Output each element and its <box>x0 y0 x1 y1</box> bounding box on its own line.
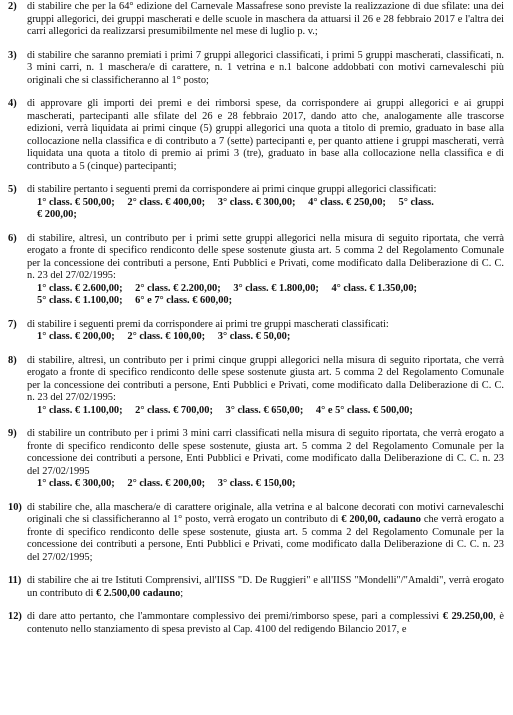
item-text-part: di stabilire che, alla maschera/e di carattere originale, alla vetrina e al balcone decorati con motivi carnevaleschi originali che si classificheranno al 1° posto, verrà erogato un contributo di <box>27 501 504 525</box>
list-item-2 <box>8 1 504 39</box>
prize-value: 4° e 5° class. € 500,00; <box>315 404 413 416</box>
prize-list <box>27 283 504 296</box>
prize-value: 5° class. <box>398 196 434 208</box>
item-paragraph <box>27 575 504 600</box>
prize-value: € 200,00; <box>37 209 77 220</box>
item-text-part: di dare atto pertanto, che l'ammontare complessivo dei premi/rimborso spese, pari a complessivi <box>27 611 440 622</box>
item-paragraph <box>27 611 504 636</box>
list-item-5 <box>8 184 504 222</box>
prize-value: 2° class. € 400,00; <box>127 196 206 208</box>
item-number: 12) <box>8 611 22 622</box>
item-paragraph <box>27 502 504 565</box>
item-text <box>27 233 504 308</box>
prize-value: 2° class. € 100,00; <box>127 331 206 342</box>
item-text <box>27 428 504 491</box>
item-number: 9) <box>8 428 17 439</box>
prize-list <box>27 405 504 418</box>
item-text-part: ; <box>180 587 184 599</box>
item-number: 10) <box>8 501 22 513</box>
prize-list <box>27 295 504 308</box>
prize-list <box>27 209 504 222</box>
item-paragraph: di stabilire pertanto i seguenti premi da corrispondere ai primi cinque gruppi allegorici classificati: <box>27 184 437 195</box>
prize-value: 5° class. € 1.100,00; <box>37 295 123 306</box>
item-text-part: , è contenuto nello stanziamento di spesa previsto al Cap. 4100 del redigendo Bilancio 2017, e <box>27 611 504 635</box>
prize-list <box>27 197 504 210</box>
item-text <box>27 355 504 418</box>
item-number: 7) <box>8 318 17 330</box>
prize-value: 3° class. € 1.800,00; <box>233 282 319 294</box>
prize-list <box>27 478 504 491</box>
item-paragraph: di stabilire che per la 64° edizione del Carnevale Massafrese sono previste la realizzazione di due sfilate: una dei gruppi allegorici, dei gruppi mascherati e delle scuole in maschera da attuarsi il 26 e 28 febbraio 2017 e l'altra dei carri allegorici da realizzarsi presumibilmente nel mese di luglio p. v.; <box>27 1 504 37</box>
list-item-4 <box>8 98 504 173</box>
prize-value: 3° class. € 650,00; <box>225 404 304 416</box>
item-text <box>27 50 504 88</box>
prize-value: 4° class. € 1.350,00; <box>331 282 418 294</box>
prize-value: 1° class. € 1.100,00; <box>37 404 123 416</box>
item-number: 3) <box>8 49 17 61</box>
prize-value: 1° class. € 500,00; <box>37 196 115 208</box>
item-paragraph: di stabilire un contributo per i primi 3 mini carri classificati nella misura di seguito riportata, che verrà erogato a fronte di specifico rendiconto delle spese sostenute, giusta art. 5 comma 2 del Regolamento Comunale per la concessione dei contributi a persone, Enti Pubblici e Privati, come modificato dalla Deliberazione di C. C. n. 23 del 27/02/1995 <box>27 428 504 477</box>
prize-value: 3° class. € 150,00; <box>217 478 296 489</box>
prize-value: 3° class. € 50,00; <box>217 331 291 342</box>
list-item-8 <box>8 355 504 418</box>
item-text-part: che verrà erogato a fronte di specifico rendiconto delle spese sostenute, giusta art. 5 comma 2 del Regolamento Comunale per la concessione dei contributi a persone, Enti Pubblici e Privati, come modificato dalla Deliberazione di C. C. n. 23 del 27/02/1995; <box>27 514 504 563</box>
item-number: 4) <box>8 98 17 109</box>
item-text <box>27 502 504 565</box>
list-item-9 <box>8 428 504 491</box>
item-number: 11) <box>8 575 22 586</box>
list-item-11 <box>8 575 504 600</box>
prize-value: 2° class. € 700,00; <box>135 404 213 416</box>
prize-value: 3° class. € 300,00; <box>217 196 296 208</box>
item-text <box>27 611 504 636</box>
item-paragraph: di stabilire che saranno premiati i primi 7 gruppi allegorici classificati, i primi 5 gruppi mascherati, classificati, n. 3 mini carri, n. 1 maschera/e di carattere, n. 1 vetrina e n.1 balcone addobbati con motivi carnevaleschi più originali che si classificheranno al 1° posto; <box>27 49 504 86</box>
list-item-6 <box>8 233 504 308</box>
prize-value: 1° class. € 300,00; <box>37 478 115 489</box>
item-paragraph: di stabilire, altresì, un contributo per i primi cinque gruppi allegorici nella misura di seguito riportata, che verrà erogato a fronte di specifico rendiconto delle spese sostenute giusta art. 5 comma 2 del Regolamento Comunale per la concessione dei contributi a persone, Enti Pubblici e Privati, come modificato dalla Deliberazione di C. C. n. 23 del 27/02/1995: <box>27 354 504 403</box>
prize-list <box>27 331 504 344</box>
prize-value: 1° class. € 2.600,00; <box>37 282 123 294</box>
item-paragraph: di stabilire i seguenti premi da corrispondere ai primi tre gruppi mascherati classificati: <box>27 318 389 330</box>
list-item-12 <box>8 611 504 636</box>
item-text <box>27 319 504 344</box>
item-text-part: di stabilire che ai tre Istituti Comprensivi, all'IISS "D. De Ruggieri" e all'IISS "Mondelli"/"Amaldi", verrà erogato un contributo di <box>27 575 504 599</box>
prize-value: 2° class. € 2.200,00; <box>135 282 221 294</box>
item-paragraph: di stabilire, altresì, un contributo per i primi sette gruppi allegorici nella misura di seguito riportata, che verrà erogato a fronte di specifico rendiconto delle spese sostenute giusta art. 5 comma 2 del Regolamento Comunale per la concessione dei contributi a persone, Enti Pubblici e Privati, come modificato dalla Deliberazione di C. C. n. 23 del 27/02/1995: <box>27 232 504 281</box>
item-paragraph: di approvare gli importi dei premi e dei rimborsi spese, da corrispondere ai gruppi allegorici e ai gruppi mascherati, partecipanti alle sfilate del 26 e 28 febbraio 2017, dando atto che, analogamente alle trascorse edizioni, verrà liquidata ai primi cinque (5) gruppi allegorici una quota a titolo di premio, graduato in base alla collocazione nella classifica e di contributo a 7 (sette) partecipanti e, per quanto attiene i gruppi mascherati, verrà liquidata una quota a titolo di premio ai primi 3 (tre), graduato in base alla collocazione nella classifica e di contributo a 5 (cinque) partecipanti; <box>27 98 504 172</box>
list-item-7 <box>8 319 504 344</box>
item-text <box>27 98 504 173</box>
item-text <box>27 184 504 222</box>
prize-value: 6° e 7° class. € 600,00; <box>135 295 233 306</box>
prize-value: 1° class. € 200,00; <box>37 331 115 342</box>
item-text <box>27 575 504 600</box>
item-amount: € 2.500,00 cadauno <box>96 587 181 599</box>
item-number: 8) <box>8 354 17 366</box>
item-number: 2) <box>8 1 17 12</box>
prize-value: 4° class. € 250,00; <box>308 196 386 208</box>
list-item-10 <box>8 502 504 565</box>
item-text <box>27 1 504 39</box>
list-item-3 <box>8 50 504 88</box>
item-number: 5) <box>8 184 17 195</box>
item-amount: € 29.250,00 <box>442 611 494 622</box>
item-number: 6) <box>8 232 17 244</box>
item-amount: € 200,00, cadauno <box>341 514 421 525</box>
prize-value: 2° class. € 200,00; <box>127 478 206 489</box>
